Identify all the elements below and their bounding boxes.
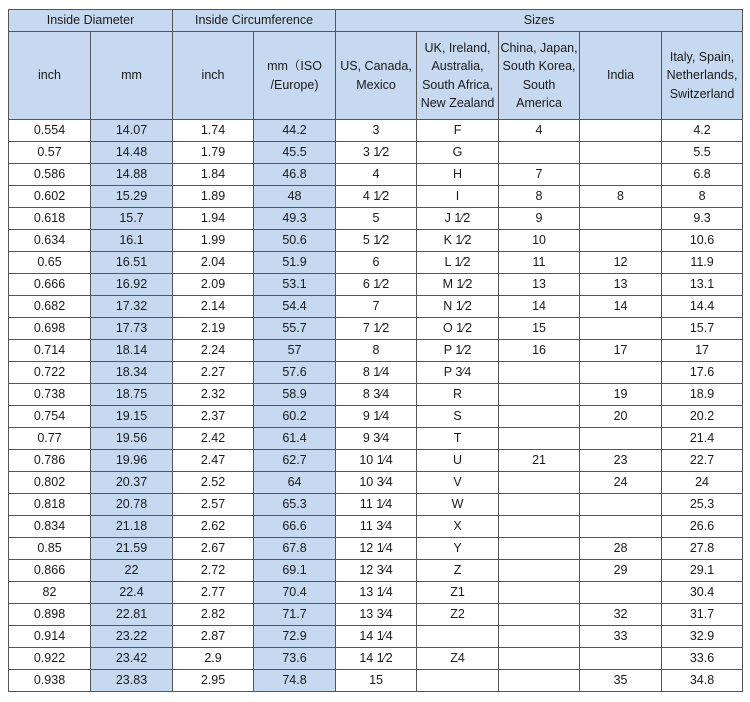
cell-uk: Z — [417, 560, 499, 582]
cell-india — [580, 516, 662, 538]
cell-circumference-mm: 54.4 — [254, 296, 336, 318]
cell-circumference-inch: 2.95 — [173, 670, 254, 692]
cell-diameter-mm: 23.22 — [91, 626, 173, 648]
cell-us: 10 1⁄4 — [336, 450, 417, 472]
cell-uk — [417, 670, 499, 692]
cell-china: 4 — [499, 120, 580, 142]
cell-italy: 5.5 — [662, 142, 743, 164]
cell-uk — [417, 626, 499, 648]
cell-diameter-inch: 0.618 — [9, 208, 91, 230]
cell-italy: 8 — [662, 186, 743, 208]
cell-us: 15 — [336, 670, 417, 692]
table-row — [9, 252, 743, 274]
cell-italy: 21.4 — [662, 428, 743, 450]
cell-uk: P 1⁄2 — [417, 340, 499, 362]
table-row — [9, 142, 743, 164]
cell-diameter-mm: 23.83 — [91, 670, 173, 692]
cell-circumference-inch: 2.82 — [173, 604, 254, 626]
cell-india — [580, 164, 662, 186]
cell-diameter-mm: 20.78 — [91, 494, 173, 516]
cell-china: 15 — [499, 318, 580, 340]
cell-us: 10 3⁄4 — [336, 472, 417, 494]
cell-diameter-mm: 16.1 — [91, 230, 173, 252]
header-column-row — [9, 32, 743, 120]
cell-china — [499, 428, 580, 450]
table-row — [9, 208, 743, 230]
cell-italy: 24 — [662, 472, 743, 494]
cell-uk: I — [417, 186, 499, 208]
cell-diameter-inch: 0.65 — [9, 252, 91, 274]
cell-india: 12 — [580, 252, 662, 274]
cell-circumference-inch: 2.62 — [173, 516, 254, 538]
cell-circumference-mm: 46.8 — [254, 164, 336, 186]
cell-diameter-mm: 22.4 — [91, 582, 173, 604]
cell-diameter-mm: 18.14 — [91, 340, 173, 362]
cell-italy: 4.2 — [662, 120, 743, 142]
table-row — [9, 362, 743, 384]
cell-india: 17 — [580, 340, 662, 362]
cell-circumference-mm: 72.9 — [254, 626, 336, 648]
cell-diameter-mm: 20.37 — [91, 472, 173, 494]
cell-us: 9 1⁄4 — [336, 406, 417, 428]
cell-circumference-mm: 64 — [254, 472, 336, 494]
group-inside-diameter: Inside Diameter — [9, 10, 173, 32]
cell-uk: N 1⁄2 — [417, 296, 499, 318]
cell-india — [580, 362, 662, 384]
cell-circumference-mm: 66.6 — [254, 516, 336, 538]
cell-us: 8 1⁄4 — [336, 362, 417, 384]
group-sizes: Sizes — [336, 10, 743, 32]
col-us: US, Canada, Mexico — [336, 32, 417, 120]
group-inside-circumference: Inside Circumference — [173, 10, 336, 32]
cell-china — [499, 406, 580, 428]
cell-circumference-mm: 65.3 — [254, 494, 336, 516]
cell-china — [499, 142, 580, 164]
cell-china — [499, 670, 580, 692]
cell-diameter-mm: 22 — [91, 560, 173, 582]
cell-china — [499, 516, 580, 538]
cell-india — [580, 494, 662, 516]
cell-us: 11 3⁄4 — [336, 516, 417, 538]
table-row — [9, 626, 743, 648]
cell-us: 5 1⁄2 — [336, 230, 417, 252]
cell-diameter-mm: 21.59 — [91, 538, 173, 560]
cell-china: 21 — [499, 450, 580, 472]
cell-italy: 20.2 — [662, 406, 743, 428]
cell-us: 3 1⁄2 — [336, 142, 417, 164]
cell-circumference-mm: 55.7 — [254, 318, 336, 340]
cell-india: 35 — [580, 670, 662, 692]
col-circumference-mm: mm（ISO /Europe) — [254, 32, 336, 120]
table-row — [9, 428, 743, 450]
cell-diameter-inch: 82 — [9, 582, 91, 604]
cell-india — [580, 142, 662, 164]
cell-us: 12 3⁄4 — [336, 560, 417, 582]
cell-india: 24 — [580, 472, 662, 494]
cell-circumference-inch: 2.87 — [173, 626, 254, 648]
cell-diameter-inch: 0.722 — [9, 362, 91, 384]
ring-size-table — [8, 9, 743, 692]
cell-india: 33 — [580, 626, 662, 648]
cell-us: 13 3⁄4 — [336, 604, 417, 626]
cell-circumference-inch: 2.37 — [173, 406, 254, 428]
cell-us: 3 — [336, 120, 417, 142]
cell-diameter-inch: 0.898 — [9, 604, 91, 626]
cell-diameter-inch: 0.914 — [9, 626, 91, 648]
col-circumference-inch: inch — [173, 32, 254, 120]
cell-diameter-inch: 0.866 — [9, 560, 91, 582]
col-china: China, Japan, South Korea, South America — [499, 32, 580, 120]
table-row — [9, 296, 743, 318]
table-row — [9, 494, 743, 516]
cell-china: 10 — [499, 230, 580, 252]
cell-india: 14 — [580, 296, 662, 318]
cell-italy: 29.1 — [662, 560, 743, 582]
cell-us: 4 — [336, 164, 417, 186]
cell-china: 9 — [499, 208, 580, 230]
cell-china: 13 — [499, 274, 580, 296]
cell-china: 16 — [499, 340, 580, 362]
cell-us: 7 1⁄2 — [336, 318, 417, 340]
cell-china: 11 — [499, 252, 580, 274]
cell-china — [499, 362, 580, 384]
cell-circumference-inch: 1.74 — [173, 120, 254, 142]
cell-uk: G — [417, 142, 499, 164]
cell-circumference-mm: 57.6 — [254, 362, 336, 384]
cell-uk: F — [417, 120, 499, 142]
cell-italy: 30.4 — [662, 582, 743, 604]
cell-italy: 13.1 — [662, 274, 743, 296]
cell-diameter-mm: 15.7 — [91, 208, 173, 230]
cell-circumference-inch: 2.47 — [173, 450, 254, 472]
cell-circumference-inch: 2.27 — [173, 362, 254, 384]
cell-us: 4 1⁄2 — [336, 186, 417, 208]
cell-circumference-mm: 45.5 — [254, 142, 336, 164]
cell-diameter-inch: 0.834 — [9, 516, 91, 538]
cell-uk: T — [417, 428, 499, 450]
cell-circumference-mm: 57 — [254, 340, 336, 362]
cell-diameter-mm: 19.15 — [91, 406, 173, 428]
table-row — [9, 384, 743, 406]
cell-india: 32 — [580, 604, 662, 626]
table-row — [9, 274, 743, 296]
cell-circumference-mm: 58.9 — [254, 384, 336, 406]
cell-diameter-inch: 0.922 — [9, 648, 91, 670]
cell-diameter-inch: 0.586 — [9, 164, 91, 186]
cell-india — [580, 230, 662, 252]
cell-uk: M 1⁄2 — [417, 274, 499, 296]
cell-diameter-inch: 0.682 — [9, 296, 91, 318]
cell-circumference-inch: 2.24 — [173, 340, 254, 362]
cell-circumference-mm: 48 — [254, 186, 336, 208]
cell-us: 6 1⁄2 — [336, 274, 417, 296]
cell-uk: Z1 — [417, 582, 499, 604]
cell-india — [580, 582, 662, 604]
cell-uk: R — [417, 384, 499, 406]
cell-diameter-inch: 0.786 — [9, 450, 91, 472]
cell-circumference-mm: 53.1 — [254, 274, 336, 296]
cell-circumference-mm: 60.2 — [254, 406, 336, 428]
cell-circumference-mm: 50.6 — [254, 230, 336, 252]
cell-diameter-mm: 23.42 — [91, 648, 173, 670]
cell-uk: L 1⁄2 — [417, 252, 499, 274]
cell-circumference-mm: 44.2 — [254, 120, 336, 142]
cell-diameter-inch: 0.634 — [9, 230, 91, 252]
cell-uk: X — [417, 516, 499, 538]
cell-circumference-inch: 2.77 — [173, 582, 254, 604]
cell-italy: 26.6 — [662, 516, 743, 538]
cell-diameter-inch: 0.818 — [9, 494, 91, 516]
cell-circumference-inch: 2.52 — [173, 472, 254, 494]
cell-circumference-inch: 2.32 — [173, 384, 254, 406]
cell-italy: 34.8 — [662, 670, 743, 692]
cell-india — [580, 120, 662, 142]
cell-diameter-mm: 19.56 — [91, 428, 173, 450]
cell-us: 8 3⁄4 — [336, 384, 417, 406]
cell-diameter-inch: 0.666 — [9, 274, 91, 296]
table-row — [9, 406, 743, 428]
table-row — [9, 516, 743, 538]
cell-italy: 10.6 — [662, 230, 743, 252]
cell-circumference-inch: 2.19 — [173, 318, 254, 340]
col-diameter-mm: mm — [91, 32, 173, 120]
cell-circumference-inch: 2.04 — [173, 252, 254, 274]
cell-uk: V — [417, 472, 499, 494]
cell-china — [499, 582, 580, 604]
cell-china — [499, 626, 580, 648]
cell-uk: O 1⁄2 — [417, 318, 499, 340]
cell-italy: 32.9 — [662, 626, 743, 648]
cell-diameter-mm: 21.18 — [91, 516, 173, 538]
cell-italy: 15.7 — [662, 318, 743, 340]
cell-uk: J 1⁄2 — [417, 208, 499, 230]
cell-circumference-inch: 2.09 — [173, 274, 254, 296]
cell-us: 14 1⁄4 — [336, 626, 417, 648]
cell-italy: 14.4 — [662, 296, 743, 318]
cell-circumference-mm: 71.7 — [254, 604, 336, 626]
cell-india — [580, 318, 662, 340]
cell-circumference-mm: 67.8 — [254, 538, 336, 560]
cell-uk: H — [417, 164, 499, 186]
cell-diameter-mm: 18.75 — [91, 384, 173, 406]
cell-circumference-mm: 62.7 — [254, 450, 336, 472]
table-row — [9, 582, 743, 604]
cell-india: 29 — [580, 560, 662, 582]
cell-diameter-mm: 14.88 — [91, 164, 173, 186]
cell-uk: K 1⁄2 — [417, 230, 499, 252]
table-row — [9, 164, 743, 186]
cell-us: 7 — [336, 296, 417, 318]
cell-diameter-inch: 0.554 — [9, 120, 91, 142]
cell-uk: Z4 — [417, 648, 499, 670]
cell-diameter-mm: 14.07 — [91, 120, 173, 142]
cell-diameter-mm: 18.34 — [91, 362, 173, 384]
cell-us: 9 3⁄4 — [336, 428, 417, 450]
cell-uk: S — [417, 406, 499, 428]
cell-circumference-mm: 73.6 — [254, 648, 336, 670]
cell-italy: 18.9 — [662, 384, 743, 406]
header-group-row — [9, 10, 743, 32]
cell-circumference-inch: 1.99 — [173, 230, 254, 252]
col-uk: UK, Ireland, Australia, South Africa, New Zealand — [417, 32, 499, 120]
cell-diameter-mm: 17.32 — [91, 296, 173, 318]
col-italy: Italy, Spain, Netherlands, Switzerland — [662, 32, 743, 120]
cell-diameter-mm: 15.29 — [91, 186, 173, 208]
cell-circumference-mm: 69.1 — [254, 560, 336, 582]
cell-china — [499, 648, 580, 670]
cell-italy: 6.8 — [662, 164, 743, 186]
table-row — [9, 604, 743, 626]
table-row — [9, 186, 743, 208]
cell-circumference-inch: 2.42 — [173, 428, 254, 450]
cell-diameter-inch: 0.754 — [9, 406, 91, 428]
cell-diameter-mm: 22.81 — [91, 604, 173, 626]
cell-china: 14 — [499, 296, 580, 318]
table-row — [9, 648, 743, 670]
cell-us: 11 1⁄4 — [336, 494, 417, 516]
cell-us: 8 — [336, 340, 417, 362]
table-row — [9, 230, 743, 252]
table-row — [9, 538, 743, 560]
cell-italy: 27.8 — [662, 538, 743, 560]
cell-uk: U — [417, 450, 499, 472]
cell-italy: 9.3 — [662, 208, 743, 230]
table-row — [9, 670, 743, 692]
cell-diameter-inch: 0.938 — [9, 670, 91, 692]
cell-china — [499, 604, 580, 626]
cell-diameter-mm: 17.73 — [91, 318, 173, 340]
cell-diameter-inch: 0.85 — [9, 538, 91, 560]
table-row — [9, 318, 743, 340]
cell-circumference-inch: 1.79 — [173, 142, 254, 164]
cell-italy: 11.9 — [662, 252, 743, 274]
cell-circumference-inch: 1.84 — [173, 164, 254, 186]
cell-us: 14 1⁄2 — [336, 648, 417, 670]
table-row — [9, 560, 743, 582]
cell-italy: 33.6 — [662, 648, 743, 670]
cell-india: 28 — [580, 538, 662, 560]
cell-india: 13 — [580, 274, 662, 296]
cell-circumference-inch: 2.72 — [173, 560, 254, 582]
cell-circumference-inch: 1.94 — [173, 208, 254, 230]
cell-diameter-inch: 0.738 — [9, 384, 91, 406]
cell-us: 6 — [336, 252, 417, 274]
cell-diameter-mm: 16.51 — [91, 252, 173, 274]
cell-circumference-inch: 2.57 — [173, 494, 254, 516]
cell-india — [580, 428, 662, 450]
col-diameter-inch: inch — [9, 32, 91, 120]
cell-diameter-mm: 14.48 — [91, 142, 173, 164]
cell-italy: 17.6 — [662, 362, 743, 384]
cell-circumference-mm: 74.8 — [254, 670, 336, 692]
cell-uk: P 3⁄4 — [417, 362, 499, 384]
cell-china: 7 — [499, 164, 580, 186]
table-row — [9, 120, 743, 142]
table-row — [9, 340, 743, 362]
cell-italy: 25.3 — [662, 494, 743, 516]
col-india: India — [580, 32, 662, 120]
cell-china — [499, 494, 580, 516]
cell-india — [580, 648, 662, 670]
cell-uk: Z2 — [417, 604, 499, 626]
cell-circumference-mm: 51.9 — [254, 252, 336, 274]
cell-china: 8 — [499, 186, 580, 208]
cell-india: 23 — [580, 450, 662, 472]
cell-india: 8 — [580, 186, 662, 208]
cell-circumference-mm: 61.4 — [254, 428, 336, 450]
cell-italy: 31.7 — [662, 604, 743, 626]
table-row — [9, 472, 743, 494]
cell-china — [499, 538, 580, 560]
cell-italy: 22.7 — [662, 450, 743, 472]
cell-circumference-mm: 49.3 — [254, 208, 336, 230]
cell-us: 13 1⁄4 — [336, 582, 417, 604]
cell-us: 12 1⁄4 — [336, 538, 417, 560]
cell-diameter-inch: 0.57 — [9, 142, 91, 164]
cell-uk: W — [417, 494, 499, 516]
cell-italy: 17 — [662, 340, 743, 362]
cell-china — [499, 384, 580, 406]
table-row — [9, 450, 743, 472]
cell-diameter-inch: 0.77 — [9, 428, 91, 450]
cell-india: 19 — [580, 384, 662, 406]
cell-diameter-inch: 0.714 — [9, 340, 91, 362]
cell-circumference-inch: 2.14 — [173, 296, 254, 318]
cell-us: 5 — [336, 208, 417, 230]
cell-circumference-inch: 2.9 — [173, 648, 254, 670]
cell-circumference-inch: 2.67 — [173, 538, 254, 560]
cell-china — [499, 560, 580, 582]
cell-diameter-inch: 0.802 — [9, 472, 91, 494]
cell-circumference-mm: 70.4 — [254, 582, 336, 604]
cell-india — [580, 208, 662, 230]
cell-india: 20 — [580, 406, 662, 428]
cell-diameter-inch: 0.602 — [9, 186, 91, 208]
cell-uk: Y — [417, 538, 499, 560]
cell-diameter-inch: 0.698 — [9, 318, 91, 340]
cell-china — [499, 472, 580, 494]
table-body — [9, 120, 743, 692]
cell-diameter-mm: 19.96 — [91, 450, 173, 472]
cell-circumference-inch: 1.89 — [173, 186, 254, 208]
cell-diameter-mm: 16.92 — [91, 274, 173, 296]
